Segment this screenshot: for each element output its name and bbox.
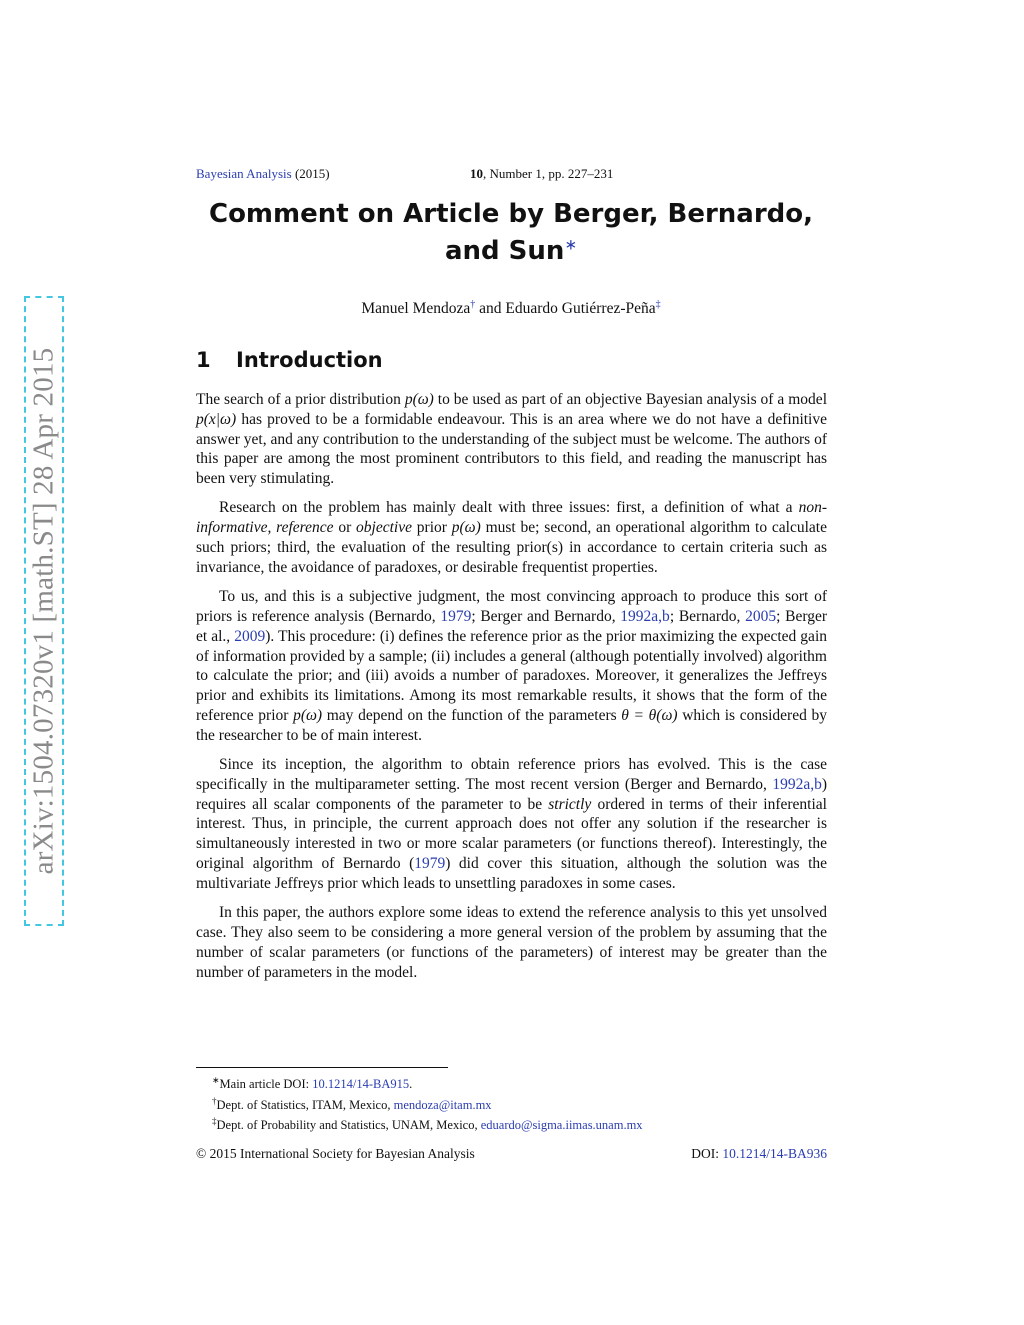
issue-pages: , Number 1, pp. 227–231 — [483, 166, 614, 181]
footnote-1: ∗Main article DOI: 10.1214/14-BA915. — [212, 1075, 413, 1092]
arxiv-identifier: arXiv:1504.07320v1 [math.ST] 28 Apr 2015 — [27, 347, 60, 875]
footnote-2: †Dept. of Statistics, ITAM, Mexico, mendoza@itam.mx — [212, 1095, 492, 1112]
author-list — [196, 300, 826, 318]
arxiv-stamp — [24, 296, 64, 926]
emphasis: objective — [356, 519, 412, 537]
doi-footer — [691, 1146, 827, 1162]
citation-link[interactable]: 1979 — [414, 855, 446, 873]
math-expression: p(x|ω) — [196, 410, 237, 428]
paragraph-5: In this paper, the authors explore some ideas to extend the reference analysis to this yet unsolved case. They also seem to be considering a more general version of the problem by assuming that the number of scalar parameters (or functions of the parameters) of interest may be greater than the number of parameters in the model. — [196, 904, 827, 981]
copyright-text: 2015 International Society for Bayesian Analysis — [206, 1146, 475, 1161]
doi-footer-link[interactable]: 10.1214/14-BA936 — [722, 1146, 827, 1161]
journal-link[interactable]: Bayesian Analysis — [196, 166, 292, 181]
paragraph-4: Since its inception, the algorithm to obtain reference priors has evolved. This is the case specifically in the multiparameter setting. The most recent version (Berger and Bernardo, 1992a,b) requires all scalar components of the parameter to be strictly ordered in terms of their inferential interest. Thus, in principle, the current approach does not offer any solution if the researcher is simultaneously interested in two or more scalar parameters (or functions thereof). Interestingly, the original algorithm of Bernardo (1979) did cover this situation, although the solution was the multivariate Jeffreys prior which leads to unsettling paradoxes in some cases. — [196, 756, 827, 892]
paragraph-2: Research on the problem has mainly dealt with three issues: first, a definition of what a non-informative, reference or objective prior p(ω) must be; second, an operational algorithm to calculate such priors; third, the evaluation of the resulting prior(s) in accordance to certain criteria such as invariance, the avoidance of paradoxes, or desirable frequentist properties. — [196, 499, 827, 576]
math-expression: p(ω) — [404, 391, 434, 408]
author-2-mark[interactable]: ‡ — [655, 298, 661, 310]
math-expression: θ = θ(ω) — [621, 706, 678, 724]
journal-year: (2015) — [294, 166, 330, 181]
doi-link[interactable]: 10.1214/14-BA915 — [312, 1077, 410, 1092]
section-title: Introduction — [236, 348, 383, 372]
author-1-mark[interactable]: † — [470, 298, 476, 310]
footnote-mark: ∗ — [212, 1075, 220, 1085]
title-line-1: Comment on Article by Berger, Bernardo, — [208, 199, 814, 229]
citation-link[interactable]: 1992a,b — [772, 775, 822, 793]
copyright-icon: © — [196, 1146, 207, 1161]
copyright-line — [196, 1146, 827, 1162]
journal-citation — [196, 166, 330, 182]
paragraph-1: The search of a prior distribution p(ω) to be used as part of an objective Bayesian analysis of a model p(x|ω) has proved to be a formidable endeavour. This is an area where we do not have a definitive answer yet, and any contribution to the understanding of the subject must be welcome. The authors of this paper are among the most prominent contributors to this field, and reading the manuscript has been very stimulating. — [196, 391, 827, 488]
email-link[interactable]: eduardo@sigma.iimas.unam.mx — [480, 1118, 643, 1133]
volume-info — [470, 166, 613, 182]
citation-link[interactable]: 1992a,b — [620, 607, 670, 625]
author-2: Eduardo Gutiérrez-Peña — [505, 300, 656, 317]
paragraph-3: To us, and this is a subjective judgment, the most convincing approach to produce this sort of priors is reference analysis (Bernardo, 1979; Berger and Bernardo, 1992a,b; Bernardo, 2005; Berger et al., 2009). This procedure: (i) defines the reference prior as the prior maximizing the expected gain of information provided by a sample; (ii) includes a general (although potentially involved) algorithm to calculate the prior; and (iii) avoids a number of paradoxes. Moreover, it generalizes the Jeffreys prior and exhibits its limitations. Among its most remarkable results, it shows that the form of the reference prior p(ω) may depend on the function of the parameters θ = θ(ω) which is considered by the researcher to be of main interest. — [196, 588, 828, 744]
section-number: 1 — [196, 348, 211, 372]
paper-title — [196, 196, 826, 270]
body-text — [196, 390, 827, 992]
footnotes — [196, 1072, 856, 1134]
footnote-mark: † — [212, 1095, 217, 1106]
citation-link[interactable]: 2009 — [234, 627, 266, 645]
title-line-2-text: and Sun — [444, 236, 565, 266]
emphasis: non-informative, reference — [196, 499, 827, 537]
citation-link[interactable]: 1979 — [440, 607, 472, 625]
volume-number: 10 — [470, 166, 483, 181]
section-heading — [196, 348, 383, 372]
math-expression: p(ω) — [293, 706, 323, 724]
title-line-2 — [196, 233, 826, 270]
email-link[interactable]: mendoza@itam.mx — [393, 1097, 492, 1112]
footnote-rule — [196, 1067, 448, 1068]
footnote-3: ‡Dept. of Probability and Statistics, UNAM, Mexico, eduardo@sigma.iimas.unam.mx — [212, 1116, 643, 1133]
author-1: Manuel Mendoza — [361, 300, 471, 317]
citation-link[interactable]: 2005 — [745, 607, 777, 625]
author-connector: and — [479, 300, 502, 317]
title-footnote-mark[interactable]: ∗ — [564, 235, 578, 254]
doi-label: DOI: — [691, 1146, 723, 1161]
emphasis: strictly — [548, 795, 592, 813]
footnote-mark: ‡ — [212, 1116, 217, 1127]
math-expression: p(ω) — [451, 519, 481, 537]
